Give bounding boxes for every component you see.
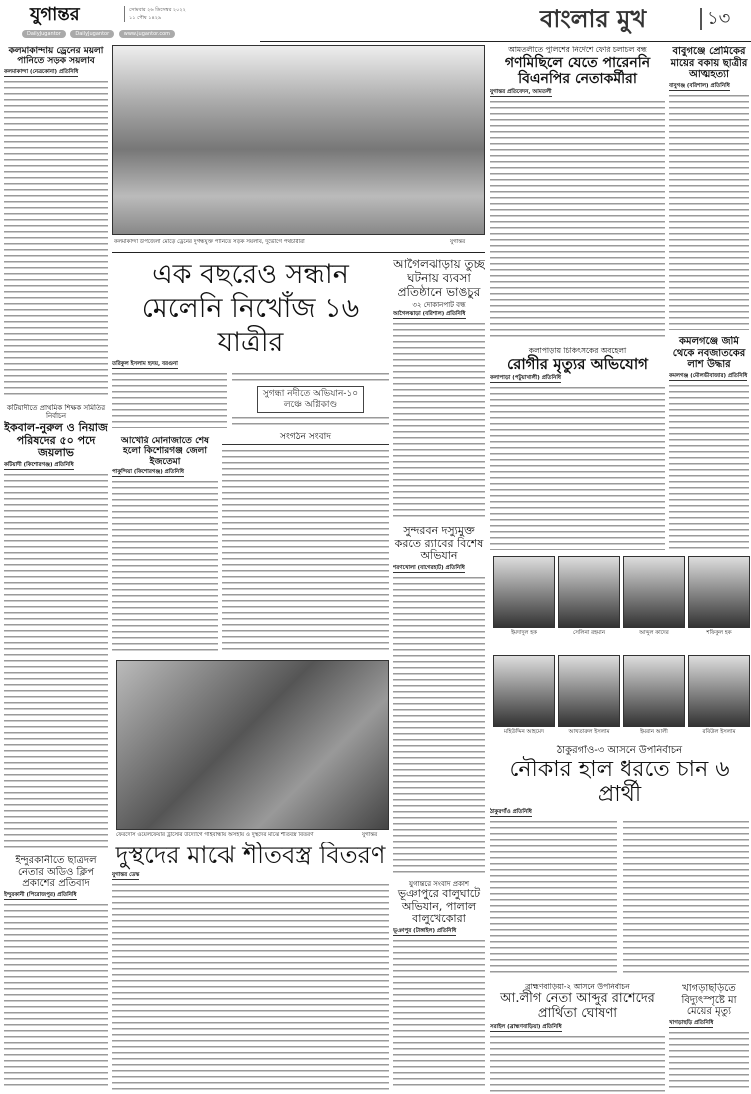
portrait: মহিউদ্দিন আহমেদ	[493, 655, 555, 736]
photo-caption: কলমাকান্দা উপজেলা মোড়ে ড্রেনের দুর্গন্ধযুক্ত পানিতে সড়ক সয়লাব, দুর্ভোগে পথচারীরা	[114, 239, 305, 245]
divider	[112, 252, 485, 253]
body-text	[4, 472, 108, 849]
sugandha-box: সুগন্ধা নদীতে অভিযান-১০ লঞ্চে অগ্নিকাণ্ড	[257, 386, 364, 413]
masthead	[0, 0, 751, 44]
headline: বাবুগঞ্জে প্রেমিকের মায়ের বকায় ছাত্রীর আত্মহত্যা	[670, 46, 748, 80]
byline: ঠাকুরগাঁও প্রতিনিধি	[490, 809, 532, 816]
body-text	[112, 882, 389, 1090]
body-text	[112, 371, 227, 428]
byline: কমলগঞ্জ (মৌলভীবাজার) প্রতিনিধি	[669, 372, 748, 379]
body-text	[490, 99, 665, 340]
kicker: ঠাকুরগাঁও-৩ আসনে উপনির্বাচন	[556, 745, 683, 756]
twitter-link[interactable]: DailyJugantor	[22, 30, 66, 38]
kicker: যুগান্তরে সংবাদ প্রকাশ	[408, 880, 470, 888]
winter-clothes-photo	[116, 660, 389, 830]
headline: ভূঞাপুরে বালুঘাটে অভিযান, পালাল বালুখেকোরা	[397, 887, 481, 926]
byline: তরিকুল ইসলাম হৃদয়, বরগুনা	[112, 361, 178, 368]
story-brahmanbaria	[490, 983, 665, 1092]
kicker: আমতলীতে পুলিশের নির্দেশে ফেরি চলাচল বন্ধ	[508, 46, 647, 54]
byline: যুগান্তর প্রতিবেদন, আমতলী	[490, 88, 552, 95]
headline: রোগীর মৃত্যুর অভিযোগ	[507, 354, 648, 373]
portrait-photo	[558, 556, 620, 628]
body-text	[393, 938, 485, 1090]
story-kalapara	[490, 347, 665, 550]
headline: খাগড়াছড়িতে বিদ্যুৎস্পৃষ্টে মা মেয়ের মৃত্যু	[681, 983, 737, 1017]
body-text	[4, 902, 108, 1091]
story-sundarban	[393, 525, 485, 875]
body-text	[393, 321, 485, 520]
headline: নৌকার হাল ধরতে চান ৬ প্রার্থী	[509, 756, 730, 807]
section-title: বাংলার মুখ	[540, 4, 647, 33]
headline: সুন্দরবন দস্যুমুক্ত করতে র‍্যাবের বিশেষ অভিযান	[394, 525, 484, 563]
portrait: আব্দুল কাদের	[623, 556, 685, 637]
story-amtali	[490, 46, 665, 340]
kicker: কটিয়াদীতে প্রাথমিক শিক্ষক সমিতির নির্বাচন	[6, 404, 106, 421]
portrait-photo	[493, 556, 555, 628]
street-flood-photo	[112, 45, 485, 235]
kicker: ব্রাহ্মণবাড়িয়া-২ আসনে উপনির্বাচন	[525, 983, 630, 991]
body-text	[222, 448, 389, 654]
byline: সরাইল (ব্রাহ্মণবাড়িয়া) প্রতিনিধি	[490, 1023, 562, 1030]
portrait-photo	[688, 655, 750, 727]
portrait: আখতারুল ইসলাম	[558, 655, 620, 736]
story-bhuapur	[393, 880, 485, 1090]
portrait: শফিকুল হক	[688, 556, 750, 637]
story-ijtema	[112, 436, 218, 654]
story-indurkani	[4, 855, 108, 1090]
byline: বাবুগঞ্জ (বরিশাল) প্রতিনিধি	[669, 82, 730, 89]
headline: আ.লীগ নেতা আব্দুর রাশেদের প্রার্থিতা ঘোষণা	[500, 990, 655, 1021]
byline: কলমাকান্দা (নেত্রকোনা) প্রতিনিধি	[4, 68, 79, 75]
portrait-photo	[623, 655, 685, 727]
website-link[interactable]: www.jugantor.com	[119, 30, 175, 38]
story-katiadi	[4, 404, 108, 849]
story-winter	[112, 842, 389, 1090]
headline: আগৈলঝাড়ায় তুচ্ছ ঘটনায় ব্যবসা প্রতিষ্ঠানে ভাঙচুর	[393, 258, 485, 299]
headline: দুস্থদের মাঝে শীতবস্ত্র বিতরণ	[115, 842, 386, 869]
facebook-link[interactable]: DailyJugantor	[70, 30, 114, 38]
byline: পাকুন্দিয়া (কিশোরগঞ্জ) প্রতিনিধি	[112, 469, 184, 476]
headline: ইকবাল-নুরুল ও নিয়াজ পরিষদের ৫০ পদে জয়লাভ	[4, 421, 108, 460]
body-text	[669, 383, 749, 551]
body-text	[112, 479, 218, 654]
body-text	[490, 819, 617, 977]
portrait: ইমদাদুল হক	[493, 556, 555, 637]
byline: শরণখোলা (বাগেরহাট) প্রতিনিধি	[393, 564, 465, 571]
body-text	[393, 575, 485, 875]
headline: ইন্দুরকানীতে ছাত্রদল নেতার অডিও ক্লিপ প্রকাশের প্রতিবাদ	[15, 855, 97, 889]
photo-credit: যুগান্তর	[450, 239, 466, 245]
kicker: কলাপাড়ায় চিকিৎসকের অবহেলা	[528, 347, 627, 355]
headline: কমলগঞ্জে জমি থেকে নবজাতকের লাশ উদ্ধার	[672, 336, 746, 370]
portrait-photo	[623, 556, 685, 628]
body-text	[669, 1030, 749, 1093]
body-text	[490, 385, 665, 550]
story-agailjhara	[393, 258, 485, 520]
photo-caption: ফেরদৌস ওয়েলফেয়ার ট্রাস্টের উদ্যোগে গাইবান্ধায় অসহায় ও দুস্থদের মাঝে শীতবস্ত্র বিতরণ	[116, 832, 314, 838]
body-text	[4, 79, 108, 398]
byline: যুগান্তর ডেস্ক	[112, 871, 140, 878]
headline: আখেরি মোনাজাতে শেষ হলো কিশোরগঞ্জ জেলা ইজতেমা	[120, 436, 210, 467]
byline: কটিয়াদী (কিশোরগঞ্জ) প্রতিনিধি	[4, 462, 74, 469]
story-babuganj	[669, 46, 749, 330]
photo-credit: যুগান্তর	[362, 832, 378, 838]
page-number: ১৩	[700, 8, 730, 30]
byline: কলাপাড়া (পটুয়াখালী) প্রতিনিধি	[490, 374, 562, 381]
body-text	[490, 1034, 665, 1093]
portrait-photo	[688, 556, 750, 628]
body-text	[623, 819, 750, 977]
byline: ইন্দুরকানী (পিরোজপুর) প্রতিনিধি	[4, 891, 77, 898]
byline: খাগড়াছড়ি প্রতিনিধি	[669, 1019, 714, 1026]
social-links	[22, 30, 178, 38]
headline: গণমিছিলে যেতে পারেননি বিএনপির নেতাকর্মীরা	[504, 54, 651, 87]
portrait-photo	[493, 655, 555, 727]
story-missing	[112, 258, 389, 428]
sangathan-section	[222, 432, 389, 654]
body-text	[232, 371, 389, 384]
newspaper-logo: যুগান্তর	[30, 4, 80, 25]
portrait-photo	[558, 655, 620, 727]
subheadline: ৩২ দোকানপাট বন্ধ	[412, 301, 466, 310]
byline: ভূঞাপুর (টাঙ্গাইল) প্রতিনিধি	[393, 927, 457, 934]
portrait: সেলিনা রহমান	[558, 556, 620, 637]
portrait: ইমরান আলী	[623, 655, 685, 736]
body-text	[232, 415, 389, 428]
story-khagrachari	[669, 983, 749, 1092]
byline: আগৈলঝাড়া (বরিশাল) প্রতিনিধি	[393, 311, 466, 318]
headline: কলমাকান্দায় ড্রেনের ময়লা পানিতে সড়ক সয়লাব	[8, 46, 104, 67]
headline: এক বছরেও সন্ধান মেলেনি নিখোঁজ ১৬ যাত্রীর	[141, 259, 360, 358]
issue-date: সোমবার ২৬ ডিসেম্বর ২০২২ ১১ পৌষ ১৪২৯	[124, 6, 186, 22]
portrait: রবিউল ইসলাম	[688, 655, 750, 736]
section-header: সংগঠন সংবাদ	[222, 432, 389, 445]
body-text	[669, 93, 749, 331]
story-kalmakanda	[4, 46, 108, 398]
story-thakurgaon	[490, 745, 749, 977]
masthead-rule	[260, 41, 751, 42]
story-kamalganj	[669, 336, 749, 550]
